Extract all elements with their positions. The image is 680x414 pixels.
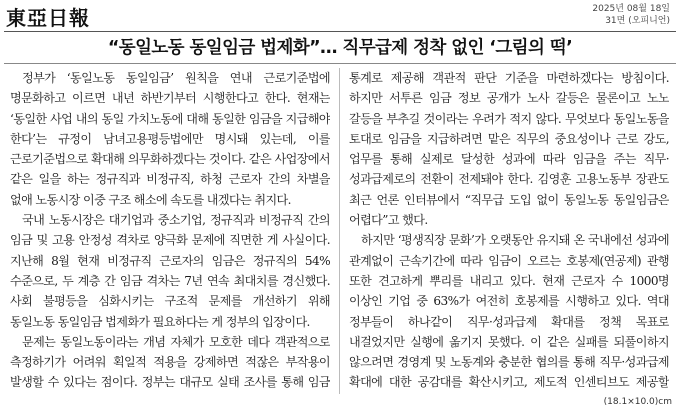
editorial-headline: “동일노동 동일임금 법제화”… 직무급제 정착 없인 ‘그림의 떡’ — [107, 38, 573, 58]
publication-date: 2025년 08월 18일 — [592, 4, 670, 14]
dateline — [592, 3, 670, 27]
paragraph: 정부가 ‘동일노동 동일임금’ 원칙을 연내 근로기준법에 명문화하고 이르면 내년 하반기부터 시행한다고 한다. 현재는 ‘동일한 사업 내의 동일 가치노동에 대해 동일한 임금을 지급해야 한다’는 규정이 남녀고용평등법에만 명시돼 있는데, 이를 근로기준법으로 확대해 의무화하겠다는 것이다. 같은 사업장에서 같은 일을 하는 정규직과 비정규직, 하청 근로자 간의 차별을 없애 노동시장 이중 구조 해소에 속도를 내겠다는 취지다. — [10, 71, 330, 207]
paragraph: 국내 노동시장은 대기업과 중소기업, 정규직과 비정규직 간의 임금 및 고용 안정성 격차로 양극화 문제에 직면한 게 사실이다. 지난해 8월 현재 비정규직 근로자의 임금은 정규직의 54% 수준으로, 두 계층 간 임금 격차는 7년 연속 최대치를 경신했다. 사회 불평등을 심화시키는 구조적 문제를 개선하기 위해 동일노동 동일임금 법제화가 필요하다는 게 정부의 입장이다. — [10, 213, 330, 329]
left-column — [10, 68, 330, 394]
headline-rule — [4, 63, 676, 64]
top-rule — [4, 31, 676, 32]
masthead — [0, 0, 680, 30]
page-section: 31면 (오피니언) — [605, 16, 670, 26]
clipping-size-note: (18.1×10.0)cm — [603, 397, 672, 407]
paragraph: 문제는 동일노동이라는 개념 자체가 모호한 데다 객관적으로 측정하기가 어려워 획일적 적용을 강제하면 적잖은 부작용이 발생할 수 있다는 점이다. 정부는 대규모 실태 조사를 통해 임금 — [10, 334, 330, 390]
column-divider — [339, 68, 340, 394]
paragraph: 통계로 제공해 객관적 판단 기준을 마련하겠다는 방침이다. 하지만 서투른 임금 정보 공개가 노사 갈등은 물론이고 노노 갈등을 부추길 것이라는 우려가 적지 않다. 무엇보다 동일노동을 토대로 임금을 지급하려면 맡은 직무의 중요성이나 근로 강도, 업무를 통해 실제로 달성한 성과에 따라 임금을 주는 직무·성과급제로의 전환이 전제돼야 한다. 김영훈 고용노동부 장관도 최근 언론 인터뷰에서 “직무급 도입 없이 동일노동 동일임금은 어렵다”고 했다. — [349, 71, 669, 228]
right-column — [349, 68, 669, 394]
newspaper-logo: 東亞日報 — [6, 6, 90, 30]
paragraph: 하지만 ‘평생직장 문화’가 오랫동안 유지돼 온 국내에선 성과에 관계없이 근속기간에 따라 임금이 오르는 호봉제(연공제) 관행 또한 견고하게 뿌리를 내리고 있다. 현재 근로자 수 1000명 이상인 기업 중 63%가 여전히 호봉제를 시행하고 있다. 역대 정부들이 하나같이 직무·성과급제 확대를 정책 목표로 내걸었지만 실행에 옮기지 못했다. 이 같은 실패를 되풀이하지 않으려면 경영계 및 노동계와 충분한 협의를 통해 직무·성과급제 확대에 대한 공감대를 확산시키고, 제도적 인센티브도 제공할 — [349, 233, 669, 390]
